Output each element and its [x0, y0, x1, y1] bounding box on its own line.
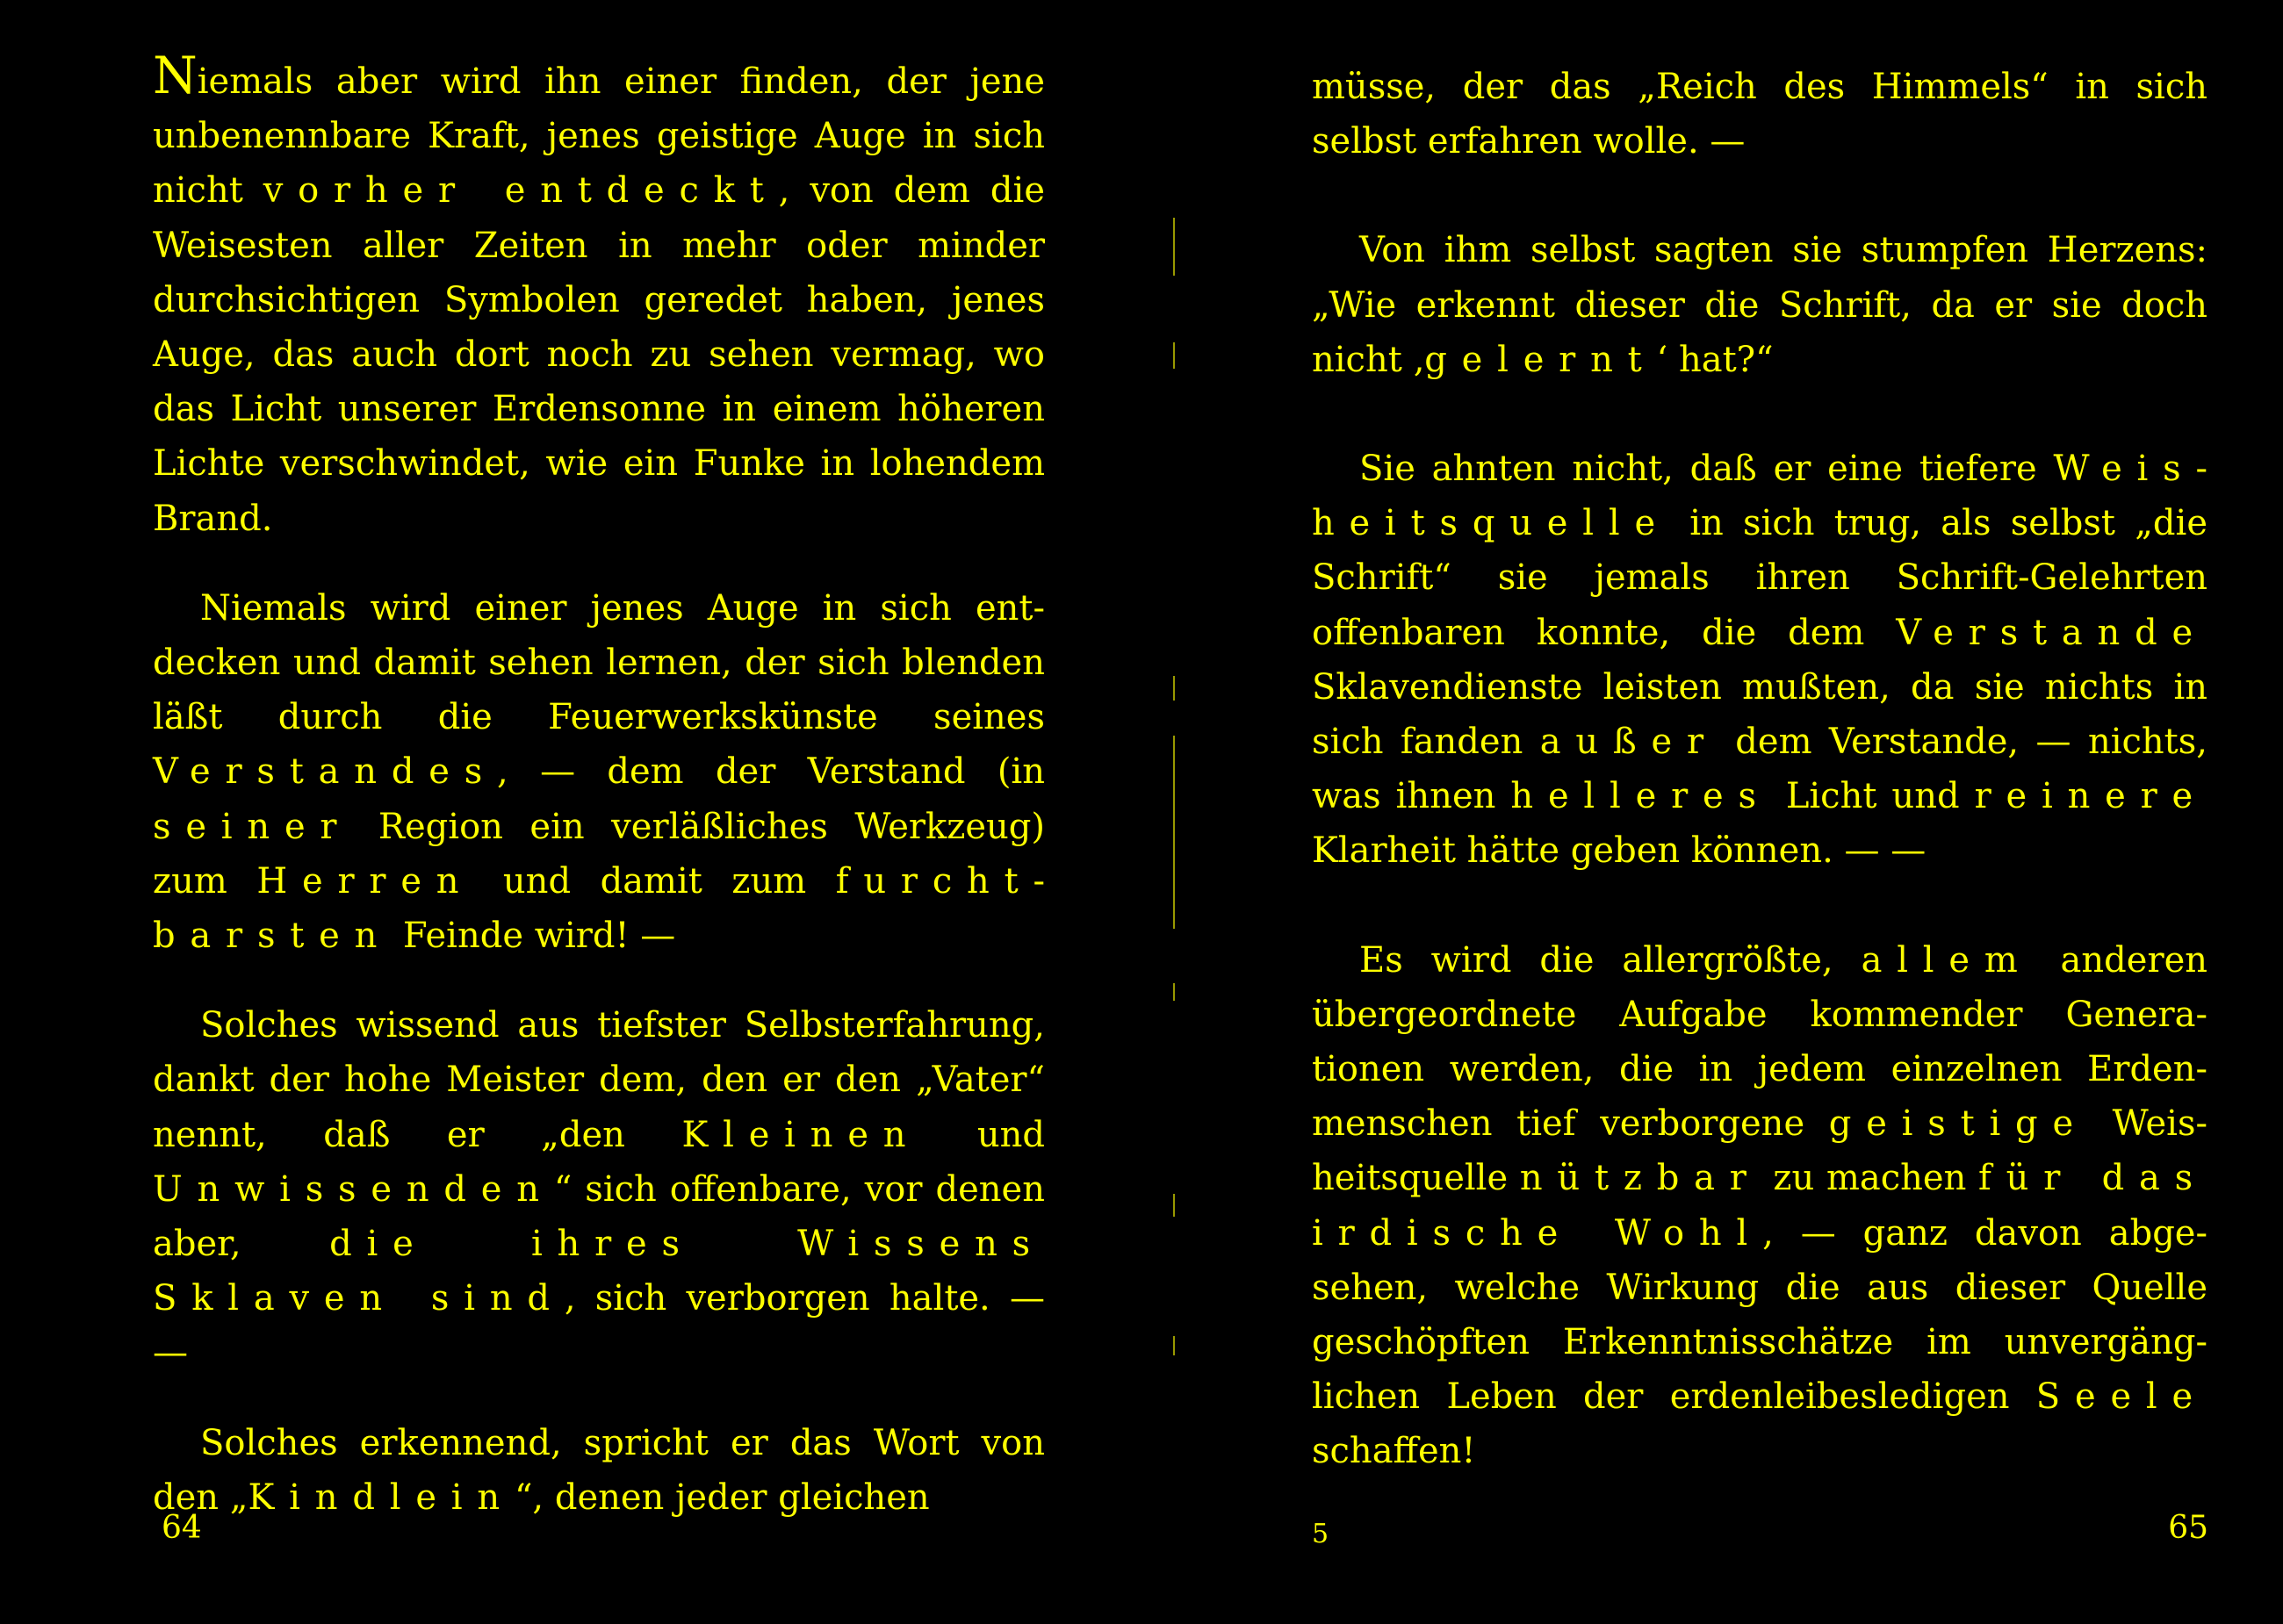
text-run: Solches erkennend, spricht er das Wort von den „	[153, 1422, 1045, 1518]
text-run: Klarheit hätte geben können. — —	[1312, 830, 1927, 872]
text-run: Sie ahnten nicht, daß er eine tiefere	[1359, 449, 2054, 490]
text-run: Sklavendienste leisten mußten, da sie nichts in sich fanden	[1312, 666, 2207, 763]
text-run: Von ihm selbst sagten sie stumpfen Herzens: „Wie erkennt dieser die Schrift, da er sie doch nicht ‚	[1312, 230, 2207, 380]
text-run: Feinde wird! —	[392, 916, 676, 957]
emphasized-text: gelernt	[1424, 339, 1657, 380]
text-run: dem Verstande, — nichts, was ihnen	[1312, 722, 2207, 817]
right-page	[1142, 0, 2283, 1624]
emphasized-text: Kindlein	[248, 1477, 515, 1518]
emphasized-text: helleres	[1510, 776, 1771, 817]
text-run: anderen übergeordnete Aufgabe kommender Generationen werden, die in jedem einzelnen Erdenmenschen tief verborgene	[1312, 939, 2207, 1145]
drop-cap: N	[153, 46, 198, 105]
emphasized-text: nützbar	[1519, 1158, 1761, 1199]
paragraph	[153, 46, 1045, 546]
emphasized-text: seiner	[153, 806, 352, 847]
paragraph	[153, 1416, 1045, 1525]
emphasized-text: vorher entdeckt	[263, 170, 779, 212]
emphasized-text: Verstandes	[153, 751, 498, 793]
paragraph	[153, 998, 1045, 1380]
left-page-text	[153, 46, 1045, 1525]
emphasized-text: außer	[1539, 722, 1718, 763]
text-run: Weisheitsquelle	[1312, 1103, 2207, 1199]
text-run: , sich verborgen halte. — —	[153, 1278, 1045, 1374]
text-run: in sich trug, als selbst „die Schrift“ sie jemals ihren Schrift-Gelehrten offenbaren konnte, die dem	[1312, 503, 2207, 653]
text-run: , — ganz davon abgesehen, welche Wirkung die aus dieser Quelle geschöpften Erkenntnisschätze im unvergänglichen Leben der erdenleibesledigen	[1312, 1212, 2207, 1418]
emphasized-text: reinere	[1974, 776, 2207, 817]
text-run: Licht und	[1770, 776, 1975, 817]
text-run: zu machen	[1761, 1158, 1979, 1199]
text-run: “ sich offenbare, vor denen aber,	[153, 1168, 1045, 1265]
emphasized-text: allem	[1861, 939, 2033, 981]
text-run: , von dem die Weisesten aller Zeiten in mehr oder minder durchsichtigen Symbolen geredet haben, jenes Auge, das auch dort noch zu sehen vermag, wo das Licht unserer Erdensonne in einem höheren Lichte verschwindet, wie ein Funke in lohendem Brand.	[153, 170, 1045, 539]
left-page-number: 64	[162, 1510, 202, 1546]
text-run: und damit zum	[473, 860, 836, 902]
emphasized-text: geistige	[1828, 1103, 2088, 1145]
emphasized-text: Weisheitsquelle	[1312, 449, 2207, 544]
text-run: schaffen!	[1312, 1431, 1476, 1472]
text-run: iemals aber wird ihn einer finden, der jene unbenennbare Kraft, jenes geistige Auge in sich nicht	[153, 61, 1045, 212]
paragraph	[1312, 223, 2207, 387]
text-run: , — dem der Verstand (in	[497, 751, 1045, 793]
signature-mark: 5	[1312, 1519, 1329, 1549]
text-run: und	[920, 1114, 1045, 1155]
paragraph	[1312, 60, 2207, 169]
emphasized-text: furchtbarsten	[153, 860, 1045, 957]
emphasized-text: Kleinen	[681, 1114, 921, 1155]
paragraph	[1312, 442, 2207, 879]
emphasized-text: Unwissenden	[153, 1168, 554, 1210]
text-run: “, denen jeder gleichen	[514, 1477, 930, 1518]
text-run: Region ein verläßliches Werkzeug) zum	[153, 806, 1045, 902]
emphasized-text: Seele	[2035, 1376, 2207, 1418]
text-run: müsse, der das „Reich des Himmels“ in sich selbst erfahren wolle. —	[1312, 67, 2207, 162]
emphasized-text: für das irdische Wohl	[1312, 1158, 2208, 1254]
emphasized-text: Verstande	[1896, 612, 2207, 653]
paragraph	[153, 581, 1045, 963]
emphasized-text: die ihres Wissens Sklaven sind	[153, 1224, 1045, 1319]
right-page-number: 65	[2168, 1510, 2208, 1546]
paragraph	[1312, 933, 2207, 1479]
text-run: Niemals wird einer jenes Auge in sich entdecken und damit sehen lernen, der sich blenden läßt durch die Feuerwerkskünste seines	[153, 587, 1045, 738]
right-page-text	[1312, 60, 2207, 1479]
emphasized-text: Herren	[256, 860, 474, 902]
text-run: ‘ hat?“	[1656, 339, 1774, 380]
text-run: Es wird die allergrößte,	[1359, 939, 1862, 981]
text-run: Solches wissend aus tiefster Selbsterfahrung, dankt der hohe Meister dem, den er den „Vater“ nennt, daß er „den	[153, 1005, 1045, 1155]
